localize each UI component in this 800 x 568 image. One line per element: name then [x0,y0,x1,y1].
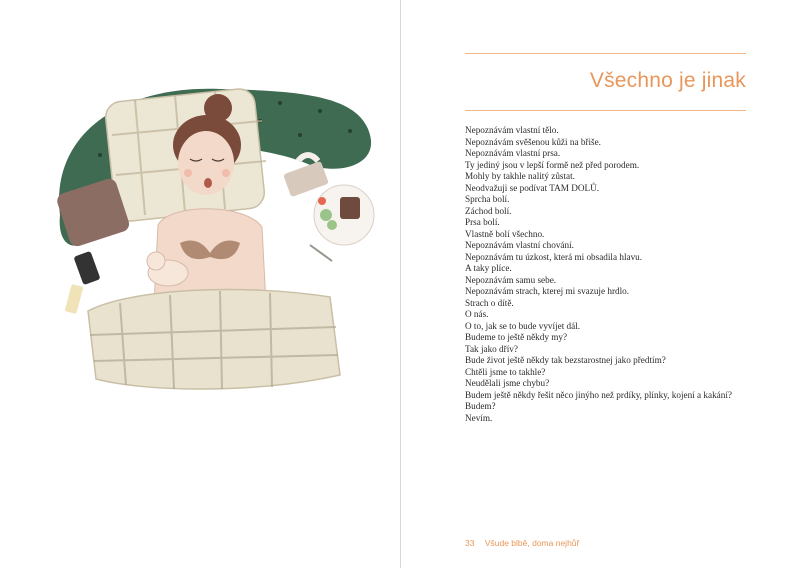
poem-line: Neodvažuji se podívat TAM DOLŮ. [465,182,600,193]
phone [73,251,100,285]
title-rule-top [465,53,746,54]
poem-line: Ty jediný jsou v lepší formě než před porodem. [465,159,640,170]
page-footer [465,538,579,548]
poem-line: Budem? [465,401,496,411]
poem-line: Nepoznávám vlastní chování. [465,240,574,250]
poem-line: Budeme to ještě někdy my? [465,332,568,342]
poem-line: Nepoznávám tu úzkost, která mi obsadila hlavu. [465,251,643,262]
poem-line: Nepoznávám vlastní tělo. [465,125,559,135]
running-book-title: Všude blbě, doma nejhůř [484,538,580,548]
poem-line: Nepoznávám svěšenou kůži na břiše. [465,136,601,147]
poem-line: Neudělali jsme chybu? [465,378,550,388]
poem-line: Bude život ještě někdy tak bezstarostnej jako předtím? [465,355,666,365]
poem-line: Nevím. [465,412,493,423]
poem-line: Mohly by takhle nalitý zůstat. [465,171,575,181]
poem-line: Sprcha bolí. [465,194,510,204]
brownie [340,197,360,219]
chapter-title: Všechno je jinak [589,69,746,92]
poem-line: Záchod bolí. [465,205,512,216]
poem-line: Strach o dítě. [465,297,514,308]
poem-line: O to, jak se to bude vyvíjet dál. [465,320,581,331]
title-rule-bottom [465,110,746,111]
page-number: 33 [465,538,475,548]
mouth [204,178,212,188]
poem-line: Nepoznávám vlastní prsa. [465,148,561,158]
poem-line: Tak jako dřív? [465,343,518,354]
poem-line: Nepoznávám samu sebe. [465,274,557,285]
poem-line: Chtěli jsme to takhle? [465,366,546,377]
poem-text [465,125,765,424]
illustration-mother-in-bed [40,75,390,395]
fork [310,245,332,261]
poem-line: Budem ještě někdy řešit něco jinýho než prdíky, plínky, kojení a kakání? [465,389,732,400]
poem-line: Vlastně bolí všechno. [465,228,545,239]
poem-line: A taky plíce. [465,263,512,273]
tissue-box [283,161,329,197]
poem-line: Nepoznávám strach, kterej mi svazuje hrdlo. [465,286,630,296]
poem-line: O nás. [465,309,489,319]
poem-line: Prsa bolí. [465,217,500,227]
cream-tube [65,284,84,314]
